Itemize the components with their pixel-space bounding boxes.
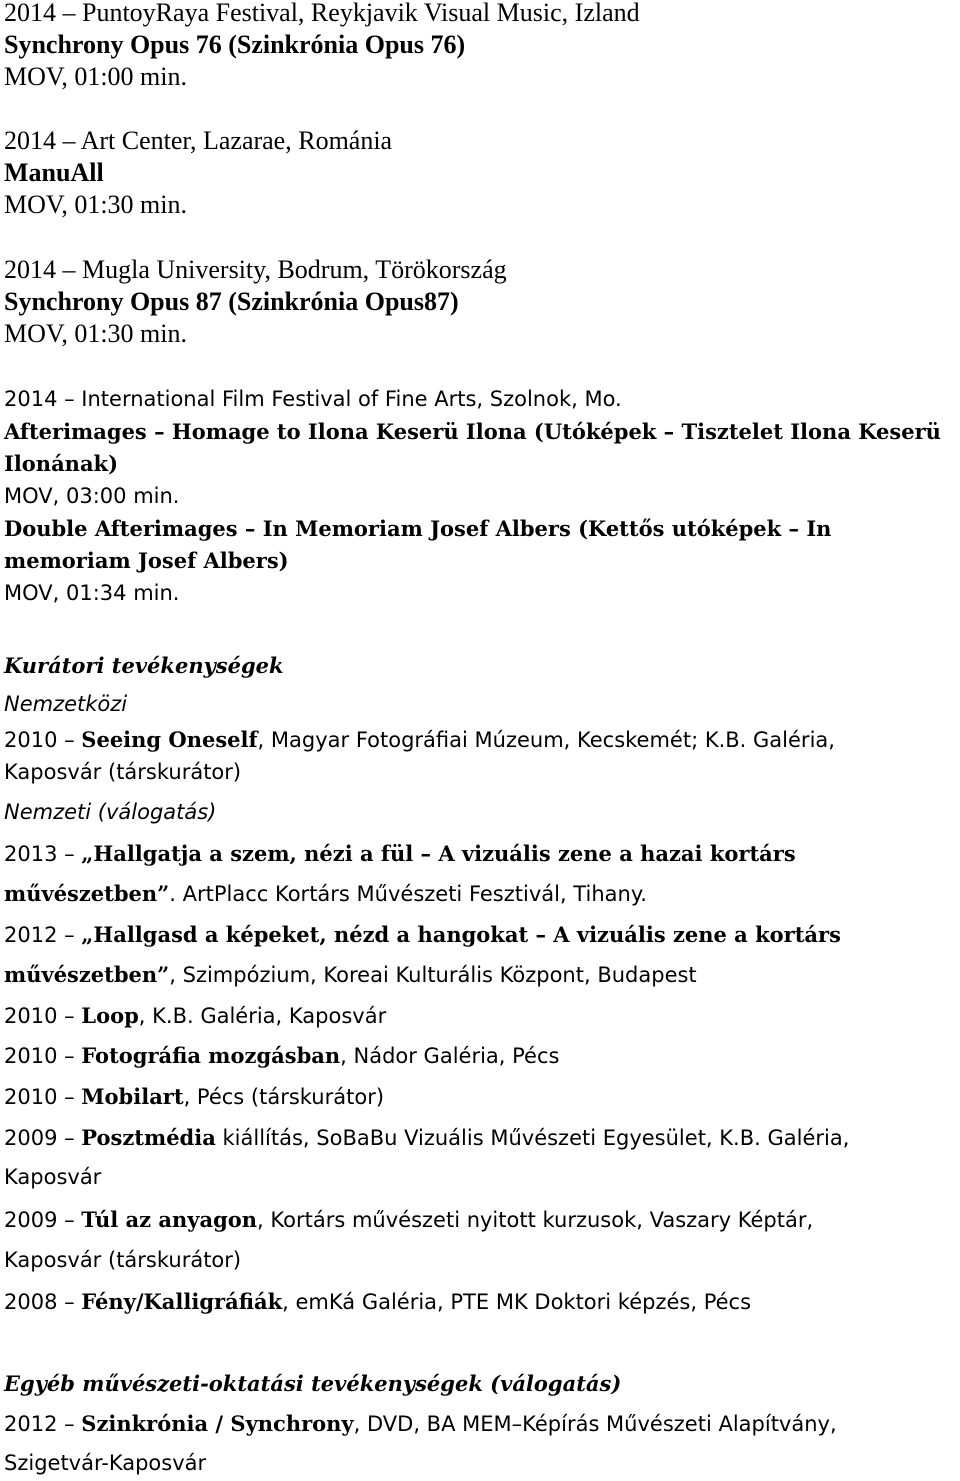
entry-year: 2010 – [4,728,82,752]
entry-title: Seeing Oneself [81,727,258,752]
exhibition-heading: 2014 – International Film Festival of Fine Arts, Szolnok, Mo. [4,387,622,411]
entry-title: „Hallgatja a szem, nézi a fül – A vizuális zene a hazai kortárs [81,841,796,866]
entry-title: Szinkrónia / Synchrony [81,1411,354,1436]
curated-entry-continued: Kaposvár [4,1165,102,1189]
activity-entry-continued: Szigetvár-Kaposvár [4,1451,207,1475]
entry-details: , Magyar Fotográfiai Múzeum, Kecskemét; K.B. Galéria, [257,728,835,752]
work-title: Synchrony Opus 87 (Szinkrónia Opus87) [4,287,459,316]
entry-title: Túl az anyagon [81,1207,258,1232]
entry-year: 2010 – [4,1044,82,1068]
entry-year: 2009 – [4,1208,82,1232]
entry-year: 2012 – [4,1412,82,1436]
curated-entry-continued: Kaposvár (társkurátor) [4,1248,242,1272]
entry-title: Posztmédia [81,1125,216,1150]
work-format: MOV, 01:00 min. [4,62,187,91]
entry-details: kiállítás, SoBaBu Vizuális Művészeti Egyesület, K.B. Galéria, [215,1126,850,1150]
entry-title: Fény/Kalligráfiák [81,1289,283,1314]
entry-details: , K.B. Galéria, Kaposvár [138,1004,387,1028]
curated-entry [4,1086,384,1108]
entry-year: 2008 – [4,1290,82,1314]
entry-title-continued: művészetben” [4,962,170,987]
entry-details: , Pécs (társkurátor) [183,1085,385,1109]
subsection-label: Nemzetközi [4,692,128,716]
curated-entry [4,1291,751,1313]
entry-year: 2012 – [4,923,82,947]
curated-entry [4,1045,559,1067]
section-heading: Egyéb művészeti-oktatási tevékenységek (válogatás) [4,1371,622,1396]
work-title-continued: Ilonának) [4,451,119,476]
entry-title: Fotográfia mozgásban [81,1043,341,1068]
exhibition-heading: 2014 – Art Center, Lazarae, Románia [4,126,393,155]
entry-details: , emKá Galéria, PTE MK Doktori képzés, Pécs [282,1290,752,1314]
work-title: Double Afterimages – In Memoriam Josef Albers (Kettős utóképek – In [4,516,832,541]
entry-details: , Nádor Galéria, Pécs [340,1044,560,1068]
entry-title: Mobilart [81,1084,184,1109]
entry-details: , Szimpózium, Koreai Kulturális Központ, Budapest [169,963,697,987]
entry-year: 2013 – [4,842,82,866]
curated-entry-continued: Kaposvár (társkurátor) [4,760,242,784]
activity-entry [4,1413,837,1435]
work-title: Synchrony Opus 76 (Szinkrónia Opus 76) [4,30,466,59]
work-title: ManuAll [4,158,104,187]
entry-title-continued: művészetben” [4,881,170,906]
entry-title: „Hallgasd a képeket, nézd a hangokat – A vizuális zene a kortárs [81,922,841,947]
subsection-label: Nemzeti (válogatás) [4,800,217,824]
exhibition-heading: 2014 – PuntoyRaya Festival, Reykjavik Visual Music, Izland [4,0,640,27]
entry-details: , DVD, BA MEM–Képírás Művészeti Alapítvány, [353,1412,837,1436]
entry-details: , Kortárs művészeti nyitott kurzusok, Vaszary Képtár, [257,1208,814,1232]
section-heading: Kurátori tevékenységek [4,653,284,678]
curated-entry [4,729,835,751]
entry-title: Loop [81,1003,139,1028]
exhibition-heading: 2014 – Mugla University, Bodrum, Törökország [4,255,507,284]
curated-entry-continued [4,964,697,986]
entry-year: 2009 – [4,1126,82,1150]
curated-entry [4,1005,386,1027]
curated-entry [4,843,796,865]
entry-details: . ArtPlacc Kortárs Művészeti Fesztivál, Tihany. [169,882,647,906]
work-format: MOV, 01:34 min. [4,581,180,605]
work-format: MOV, 03:00 min. [4,484,180,508]
curated-entry [4,924,841,946]
curated-entry [4,1209,813,1231]
entry-year: 2010 – [4,1004,82,1028]
work-format: MOV, 01:30 min. [4,190,187,219]
work-title-continued: memoriam Josef Albers) [4,548,289,573]
work-format: MOV, 01:30 min. [4,319,187,348]
curated-entry-continued [4,883,647,905]
curated-entry [4,1127,849,1149]
work-title: Afterimages – Homage to Ilona Keserü Ilona (Utóképek – Tisztelet Ilona Keserü [4,419,941,444]
entry-year: 2010 – [4,1085,82,1109]
